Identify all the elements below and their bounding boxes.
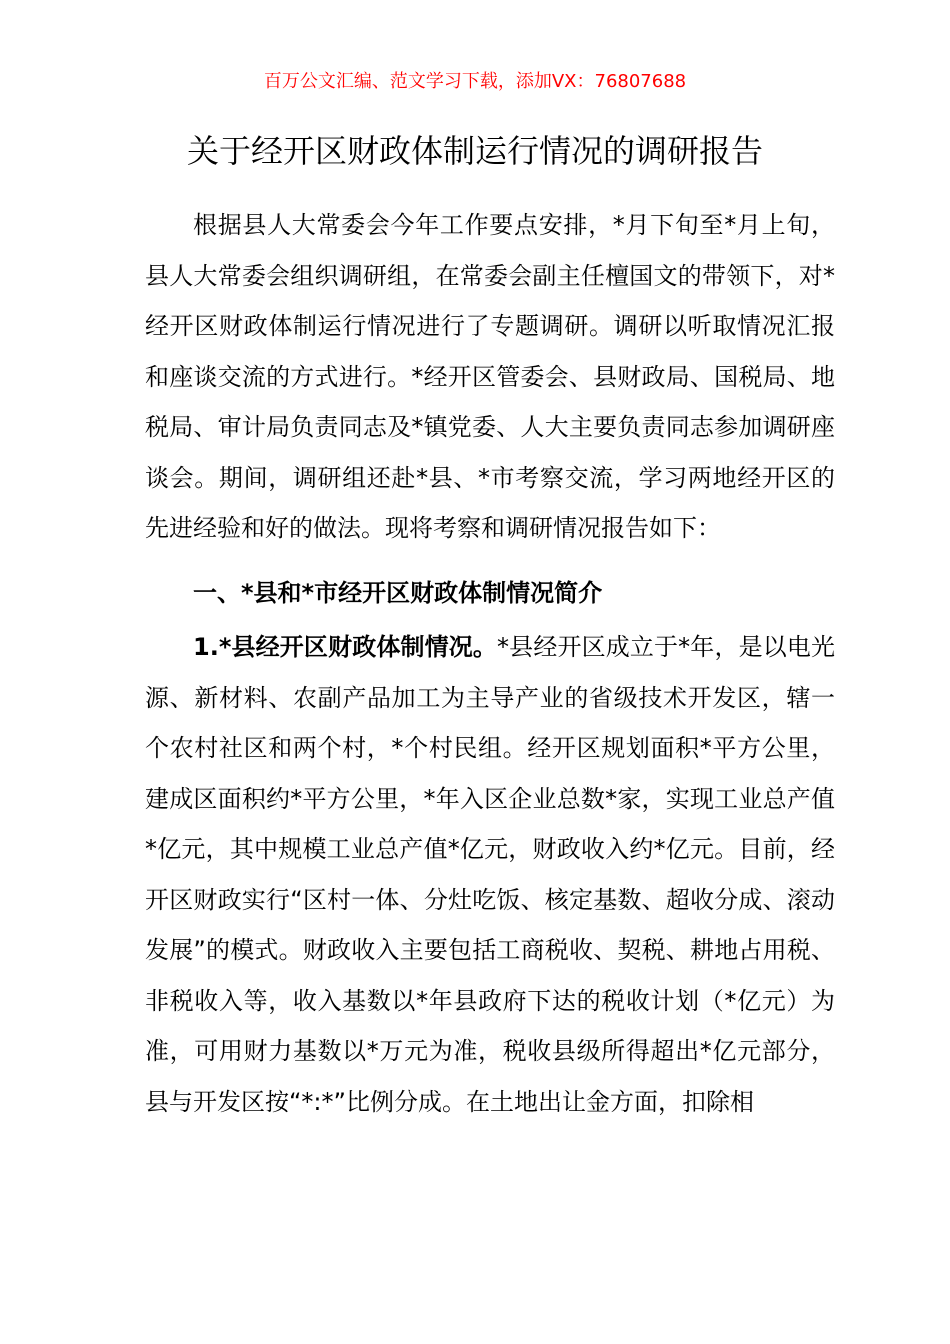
subsection-paragraph	[145, 622, 835, 1127]
document-body	[145, 200, 835, 1127]
subsection-body: *县经开区成立于*年，是以电光源、新材料、农副产品加工为主导产业的省级技术开发区，辖一个农村社区和两个村，*个村民组。经开区规划面积*平方公里，建成区面积约*平方公里，*年入区企业总数*家，实现工业总产值*亿元，其中规模工业总产值*亿元，财政收入约*亿元。目前，经开区财政实行“区村一体、分灶吃饭、核定基数、超收分成、滚动发展”的模式。财政收入主要包括工商税收、契税、耕地占用税、非税收入等，收入基数以*年县政府下达的税收计划（*亿元）为准，可用财力基数以*万元为准，税收县级所得超出*亿元部分，县与开发区按“*:*”比例分成。在土地出让金方面，扣除相	[145, 633, 835, 1116]
subsection-lead: 1.*县经开区财政体制情况。	[193, 633, 498, 661]
intro-paragraph: 根据县人大常委会今年工作要点安排，*月下旬至*月上旬，县人大常委会组织调研组，在常委会副主任檀国文的带领下，对*经开区财政体制运行情况进行了专题调研。调研以听取情况汇报和座谈交流的方式进行。*经开区管委会、县财政局、国税局、地税局、审计局负责同志及*镇党委、人大主要负责同志参加调研座谈会。期间，调研组还赴*县、*市考察交流，学习两地经开区的先进经验和好的做法。现将考察和调研情况报告如下：	[145, 211, 835, 542]
document-title: 关于经开区财政体制运行情况的调研报告	[186, 132, 763, 170]
watermark-text: 百万公文汇编、范文学习下载，添加VX：76807688	[263, 71, 687, 92]
section-heading: 一、*县和*市经开区财政体制情况简介	[193, 578, 603, 607]
